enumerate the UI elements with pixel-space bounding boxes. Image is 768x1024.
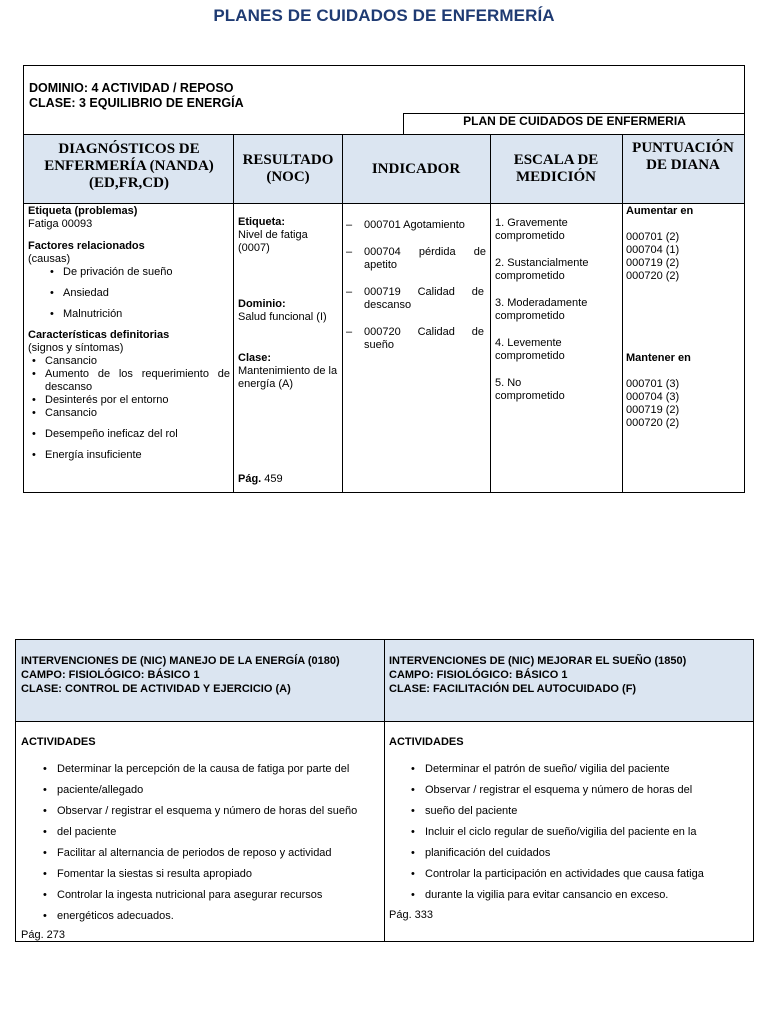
page-reference: Pág. 333 [389, 909, 434, 921]
list-item: • Fomentar la siestas si resulta apropiado [21, 864, 381, 885]
target-item: 000720 (2) [626, 417, 680, 429]
target-item: 000701 (3) [626, 378, 680, 390]
scale-item: 5. No comprometido [495, 377, 565, 402]
puntuacion-cell [626, 205, 741, 283]
actividades-label: ACTIVIDADES [21, 736, 96, 748]
indicator-item: – 000704 pérdida de apetito [344, 246, 486, 272]
caracteristicas-sub: (signos y síntomas) [28, 342, 124, 354]
actividades-label: ACTIVIDADES [389, 736, 464, 748]
indicator-item: – 000701 Agotamiento [344, 219, 486, 232]
list-item: • Incluir el ciclo regular de sueño/vigilia del paciente en la [389, 822, 749, 843]
etiqueta-value: Fatiga 00093 [28, 218, 93, 230]
care-plan-table [23, 65, 745, 493]
target-item: 000719 (2) [626, 404, 680, 416]
list-item: • energéticos adecuados. [21, 906, 381, 927]
factores-label: Factores relacionados [28, 240, 145, 252]
resultado-dominio-value: Salud funcional (I) [238, 311, 327, 323]
list-item: • durante la vigilia para evitar cansancio en exceso. [389, 885, 749, 906]
column-divider [490, 134, 491, 492]
indicator-item: – 000719 Calidad de descanso [344, 286, 486, 312]
domain-header [24, 66, 744, 134]
list-item: • Observar / registrar el esquema y número de horas del [389, 780, 749, 801]
column-divider [622, 134, 623, 492]
column-divider [342, 134, 343, 492]
header-resultado: RESULTADO (NOC) [242, 152, 334, 185]
domain-line: DOMINIO: 4 ACTIVIDAD / REPOSO [29, 81, 234, 95]
etiqueta-label: Etiqueta (problemas) [28, 205, 138, 217]
scale-item: 3. Moderadamente comprometido [495, 297, 588, 322]
escala-cell [495, 217, 619, 403]
list-item: • del paciente [21, 822, 381, 843]
list-item: • Controlar la participación en actividades que causa fatiga [389, 864, 749, 885]
list-item: • paciente/allegado [21, 780, 381, 801]
column-divider [384, 640, 385, 941]
list-item: • Cansancio [28, 355, 230, 368]
indicador-cell [344, 219, 486, 352]
resultado-cell [238, 216, 338, 255]
list-item: • De privación de sueño [46, 266, 230, 279]
interventions-table [15, 639, 754, 942]
resultado-page: Pág. 459 [238, 473, 283, 485]
indicator-item: – 000720 Calidad de sueño [344, 326, 486, 352]
list-item: • Facilitar al alternancia de periodos de reposo y actividad [21, 843, 381, 864]
header-diagnosticos: DIAGNÓSTICOS DE ENFERMERÍA (NANDA) (ED,FR,CD) [44, 141, 214, 191]
list-item: • Observar / registrar el esquema y número de horas del sueño [21, 801, 381, 822]
list-item: • Malnutrición [46, 308, 230, 321]
scale-item: 2. Sustancialmente comprometido [495, 257, 589, 282]
target-item: 000720 (2) [626, 270, 680, 282]
mantener-label: Mantener en [626, 352, 691, 364]
class-line: CLASE: 3 EQUILIBRIO DE ENERGÍA [29, 96, 244, 110]
list-item: • Cansancio [28, 407, 230, 420]
scale-item: 4. Levemente comprometido [495, 337, 565, 362]
nic-energia-header: INTERVENCIONES DE (NIC) MANEJO DE LA ENERGÍA (0180) CAMPO: FISIOLÓGICO: BÁSICO 1 CLASE: CONTROL DE ACTIVIDAD Y EJERCICIO (A) [21, 655, 340, 695]
list-item: • Determinar el patrón de sueño/ vigilia del paciente [389, 759, 749, 780]
header-escala: ESCALA DE MEDICIÓN [513, 152, 599, 185]
column-header-row [24, 134, 744, 204]
header-puntuacion: PUNTUACIÓN DE DIANA [632, 140, 734, 173]
target-item: 000704 (1) [626, 244, 680, 256]
aumentar-label: Aumentar en [626, 205, 694, 217]
list-item: • sueño del paciente [389, 801, 749, 822]
list-item: • Controlar la ingesta nutricional para asegurar recursos [21, 885, 381, 906]
column-divider [233, 134, 234, 492]
page-title: PLANES DE CUIDADOS DE ENFERMERÍA [213, 6, 555, 25]
list-item: • planificación del cuidados [389, 843, 749, 864]
nic-energia-activities [21, 732, 381, 943]
resultado-etiqueta-label: Etiqueta: [238, 216, 286, 228]
resultado-clase-value: Mantenimiento de la energía (A) [238, 365, 338, 390]
diagnosticos-cell [28, 205, 230, 462]
resultado-clase-label: Clase: [238, 352, 272, 364]
scale-item: 1. Gravemente comprometido [495, 217, 568, 242]
factores-sub: (causas) [28, 253, 71, 265]
resultado-dominio-label: Dominio: [238, 298, 286, 310]
list-item: • Desinterés por el entorno [28, 394, 230, 407]
caracteristicas-label: Características definitorias [28, 329, 170, 341]
list-item: • Ansiedad [46, 287, 230, 300]
target-item: 000719 (2) [626, 257, 680, 269]
list-item: • Desempeño ineficaz del rol [28, 428, 230, 441]
header-indicador: INDICADOR [371, 160, 461, 177]
target-item: 000704 (3) [626, 391, 680, 403]
target-item: 000701 (2) [626, 231, 680, 243]
list-item: • Energía insuficiente [28, 449, 230, 462]
plan-label: PLAN DE CUIDADOS DE ENFERMERIA [403, 113, 745, 134]
list-item: • Determinar la percepción de la causa de fatiga por parte del [21, 759, 381, 780]
list-item: • Aumento de los requerimiento de descanso [28, 368, 230, 394]
nic-sueno-activities [389, 732, 749, 924]
nic-sueno-header: INTERVENCIONES DE (NIC) MEJORAR EL SUEÑO (1850) CAMPO: FISIOLÓGICO: BÁSICO 1 CLASE: FACILITACIÓN DEL AUTOCUIDADO (F) [389, 655, 687, 695]
page-reference: Pág. 273 [21, 929, 66, 941]
resultado-etiqueta-value: Nivel de fatiga (0007) [238, 229, 308, 254]
